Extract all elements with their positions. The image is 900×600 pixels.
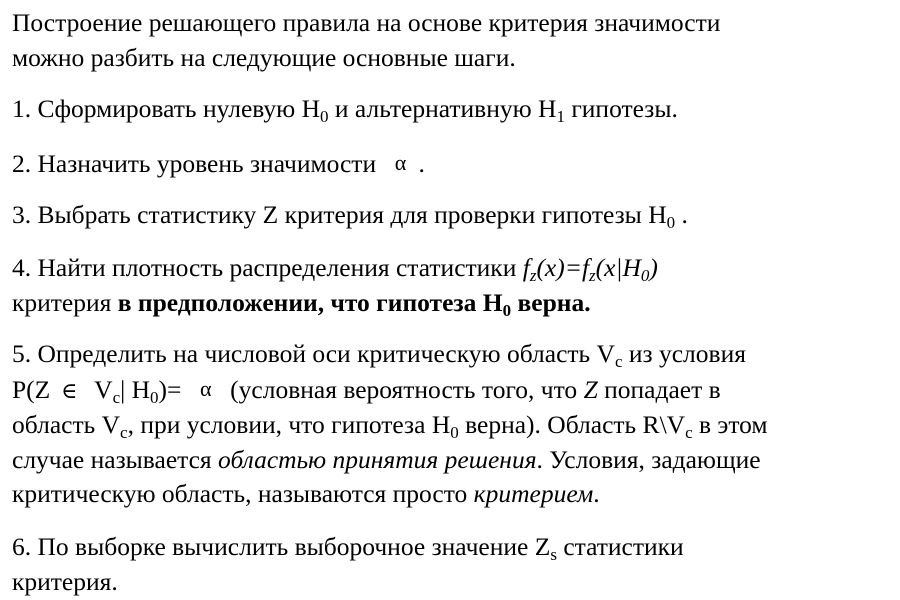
step-4-bold: в предположении, что гипотеза $H_0$ верна.: [117, 287, 591, 320]
step-1: [12, 92, 892, 127]
term-criterion: критерием: [473, 479, 594, 508]
step-6-text: 6. По выборке вычислить выборочное значение Z: [12, 532, 551, 561]
intro-line-2: можно разбить на следующие основные шаги.: [12, 42, 516, 72]
step-4-text-2: критерия: [12, 287, 118, 317]
step-1-text: 1. Сформировать нулевую H: [12, 94, 321, 123]
step-5-line-2: P(Z: [12, 374, 51, 404]
step-5-line-4: случае называется: [12, 444, 219, 474]
step-5-line-1: 5. Определить на числовой оси критическую область V: [12, 339, 615, 368]
step-2: [12, 146, 892, 182]
step-4-text: 4. Найти плотность распределения статистики: [12, 253, 523, 282]
subscript: 0: [666, 213, 676, 232]
intro-paragraph: [12, 6, 892, 75]
term-acceptance-region: областью принятия решения: [218, 444, 537, 474]
density-formula: $f_z(x)=f_z(x|H_0)$: [522, 253, 658, 285]
step-5-line-3: область V: [12, 410, 121, 439]
step-3-text: 3. Выбрать статистику Z критерия для проверки гипотезы H: [12, 200, 667, 229]
step-5-line-5: критическую область, называются просто: [12, 479, 474, 508]
step-2-text: 2. Назначить уровень значимости: [12, 149, 383, 178]
element-of-symbol: ∈: [61, 377, 78, 403]
step-3: [12, 198, 892, 233]
step-2-end: .: [418, 149, 425, 178]
step-4: [12, 251, 892, 320]
subscript: 0: [320, 107, 329, 126]
alpha-symbol: α: [394, 150, 407, 175]
step-6: 6. По выборке вычислить выборочное значение $Z_s$ статистики критерия.: [12, 532, 684, 596]
step-6-text-2: критерия.: [12, 566, 118, 596]
intro-line-1: Построение решающего правила на основе критерия значимости: [12, 8, 721, 37]
alpha-symbol: α: [200, 375, 212, 401]
step-1-text-2: и альтернативную H: [328, 94, 557, 123]
step-5: 5. Определить на числовой оси критическую область $V_c$ из условия P(Z ∈ $V_c|$ $H_0)= \alpha$ (условная вероятность того, что Z попадает в область $V_c$, при условии, что гипотеза $H_0$ верна). Область $R\backslash V_c$ в этом случае называется областью принятия решения. Условия, задающие критическую область, называются просто критерием.: [12, 339, 768, 508]
step-1-text-3: гипотезы.: [564, 94, 678, 123]
subscript: 1: [556, 107, 565, 126]
step-3-end: .: [675, 200, 688, 229]
